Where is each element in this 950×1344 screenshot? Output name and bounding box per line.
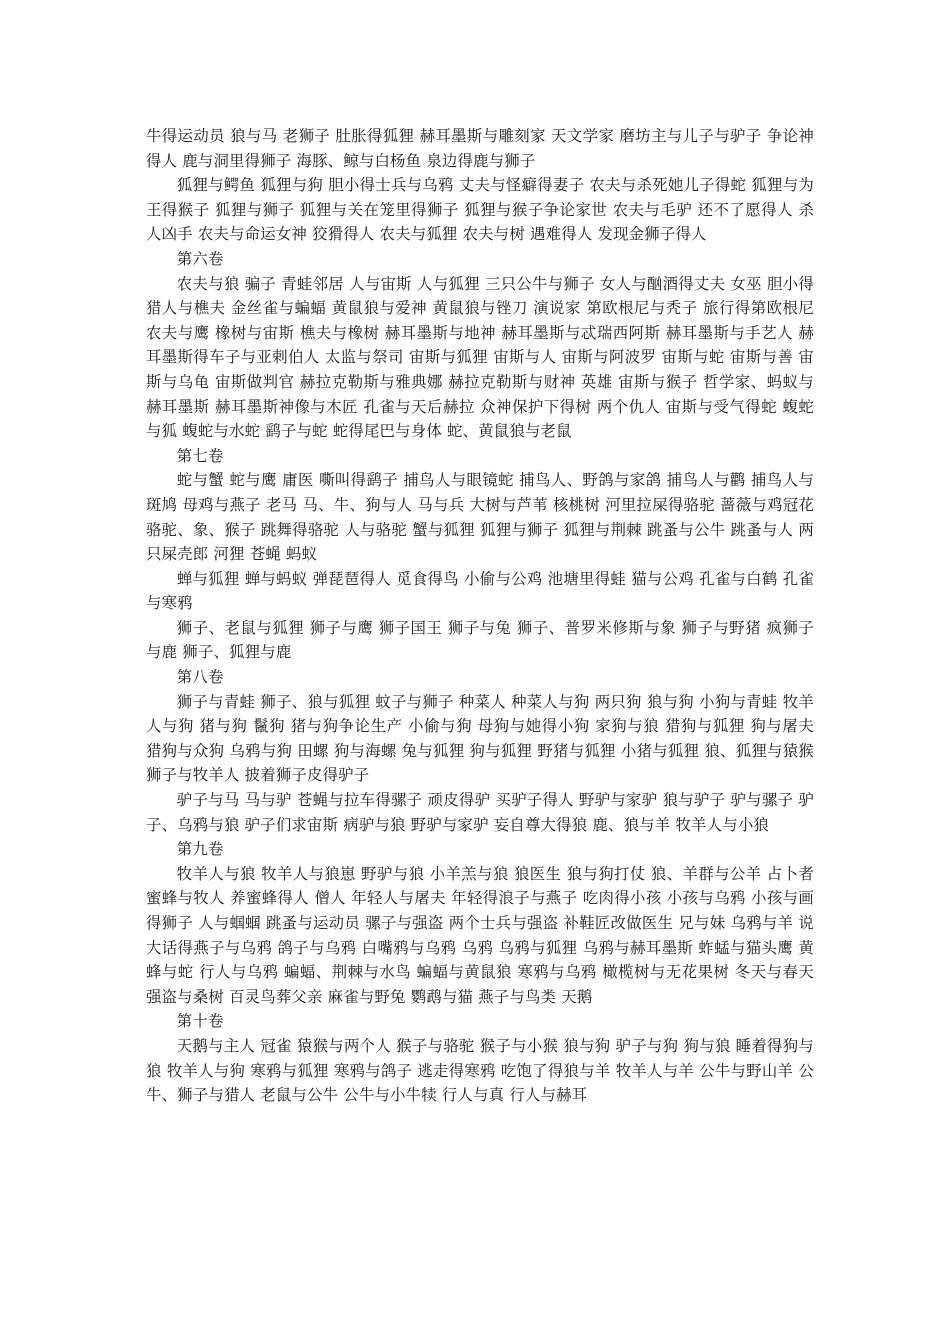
- paragraph: 天鹅与主人 冠雀 猿猴与两个人 猴子与骆驼 猴子与小猴 狼与狗 驴子与狗 狗与狼 睡着得狗与狼 牧羊人与狗 寒鸦与狐狸 寒鸦与鸽子 逃走得寒鸦 吃饱了得狼与羊 牧羊人与羊 公牛与野山羊 公牛、狮子与猎人 老鼠与公牛 公牛与小牛犊 行人与真 行人与赫耳: [146, 1036, 814, 1105]
- paragraph: 狐狸与鳄鱼 狐狸与狗 胆小得士兵与乌鸦 丈夫与怪癖得妻子 农夫与杀死她儿子得蛇 狐狸与为王得猴子 狐狸与狮子 狐狸与关在笼里得狮子 狐狸与猴子争论家世 农夫与毛驴 还不了愿得人 杀人凶手 农夫与命运女神 狡猾得人 农夫与狐狸 农夫与树 遇难得人 发现金狮子得人: [146, 176, 814, 244]
- paragraph: 驴子与马 马与驴 苍蝇与拉车得骡子 顽皮得驴 买驴子得人 野驴与家驴 狼与驴子 驴与骡子 驴子、乌鸦与狼 驴子们求宙斯 病驴与狼 野驴与家驴 妄自尊大得狼 鹿、狼与羊 牧羊人与小狼: [146, 791, 814, 834]
- paragraph: 牛得运动员 狼与马 老狮子 肚胀得狐狸 赫耳墨斯与雕刻家 天文学家 磨坊主与儿子与驴子 争论神得人 鹿与洞里得狮子 海豚、鲸与白杨鱼 泉边得鹿与狮子: [146, 127, 814, 170]
- fable-index-text: [146, 124, 814, 1108]
- volume-heading: 第九卷: [176, 840, 224, 859]
- paragraph: 狮子、老鼠与狐狸 狮子与鹰 狮子国王 狮子与兔 狮子、普罗米修斯与象 狮子与野猪 疯狮子与鹿 狮子、狐狸与鹿: [146, 618, 814, 662]
- paragraph: 农夫与狼 骗子 青蛙邻居 人与宙斯 人与狐狸 三只公牛与狮子 女人与酗酒得丈夫 女巫 胆小得猎人与樵夫 金丝雀与蝙蝠 黄鼠狼与爱神 黄鼠狼与锉刀 演说家 第欧根尼与秃子 旅行得第欧根尼 农夫与鹰 橡树与宙斯 樵夫与橡树 赫耳墨斯与地神 赫耳墨斯与忒瑞西阿斯 赫耳墨斯与手艺人 赫耳墨斯得车子与亚剌伯人 太监与祭司 宙斯与狐狸 宙斯与人 宙斯与阿波罗 宙斯与蛇 宙斯与善 宙斯与乌龟 宙斯做判官 赫拉克勒斯与雅典娜 赫拉克勒斯与财神 英雄 宙斯与猴子 哲学家、蚂蚁与赫耳墨斯 赫耳墨斯神像与木匠 孔雀与天后赫拉 众神保护下得树 两个仇人 宙斯与受气得蛇 蝮蛇与狐 蝮蛇与水蛇 鹞子与蛇 蛇得尾巴与身体 蛇、黄鼠狼与老鼠: [146, 274, 814, 441]
- volume-heading: 第十卷: [176, 1012, 224, 1031]
- volume-heading: 第六卷: [176, 249, 224, 268]
- paragraph: 蛇与蟹 蛇与鹰 庸医 嘶叫得鹞子 捕鸟人与眼镜蛇 捕鸟人、野鸽与家鸽 捕鸟人与鹳 捕鸟人与斑鸠 母鸡与燕子 老马 马、牛、狗与人 马与兵 大树与芦苇 核桃树 河里拉屎得骆驼 蔷薇与鸡冠花 骆驼、象、猴子 跳舞得骆驼 人与骆驼 蟹与狐狸 狐狸与狮子 狐狸与荆棘 跳蚤与公牛 跳蚤与人 两只屎壳郎 河狸 苍蝇 蚂蚁: [146, 471, 814, 564]
- paragraph: 牧羊人与狼 牧羊人与狼崽 野驴与狼 小羊羔与狼 狼医生 狼与狗打仗 狼、羊群与公羊 占卜者 蜜蜂与牧人 养蜜蜂得人 僧人 年轻人与屠夫 年轻得浪子与燕子 吃肉得小孩 小孩与乌鸦 小孩与画得狮子 人与蝈蝈 跳蚤与运动员 骡子与强盗 两个士兵与强盗 补鞋匠改做医生 兄与妹 乌鸦与羊 说大话得燕子与乌鸦 鸽子与乌鸦 白嘴鸦与乌鸦 乌鸦 乌鸦与狐狸 乌鸦与赫耳墨斯 蚱蜢与猫头鹰 黄蜂与蛇 行人与乌鸦 蝙蝠、荆棘与水鸟 蝙蝠与黄鼠狼 寒鸦与乌鸦 橄榄树与无花果树 冬天与春天 强盗与桑树 百灵鸟葬父亲 麻雀与野兔 鹦鹉与猫 燕子与鸟类 天鹅: [146, 864, 814, 1006]
- paragraph: 狮子与青蛙 狮子、狼与狐狸 蚊子与狮子 种菜人 种菜人与狗 两只狗 狼与狗 小狗与青蛙 牧羊人与狗 猪与狗 鬣狗 猪与狗争论生产 小偷与狗 母狗与她得小狗 家狗与狼 猎狗与狐狸 狗与屠夫 猎狗与众狗 乌鸦与狗 田螺 狗与海螺 兔与狐狸 狗与狐狸 野猪与狐狸 小猪与狐狸 狼、狐狸与猿猴 狮子与牧羊人 披着狮子皮得驴子: [146, 692, 814, 785]
- volume-heading: 第七卷: [176, 446, 224, 465]
- volume-heading: 第八卷: [176, 668, 224, 687]
- paragraph: 蝉与狐狸 蝉与蚂蚁 弹琵琶得人 觅食得鸟 小偷与公鸡 池塘里得蛙 猫与公鸡 孔雀与白鹤 孔雀与寒鸦: [146, 569, 814, 613]
